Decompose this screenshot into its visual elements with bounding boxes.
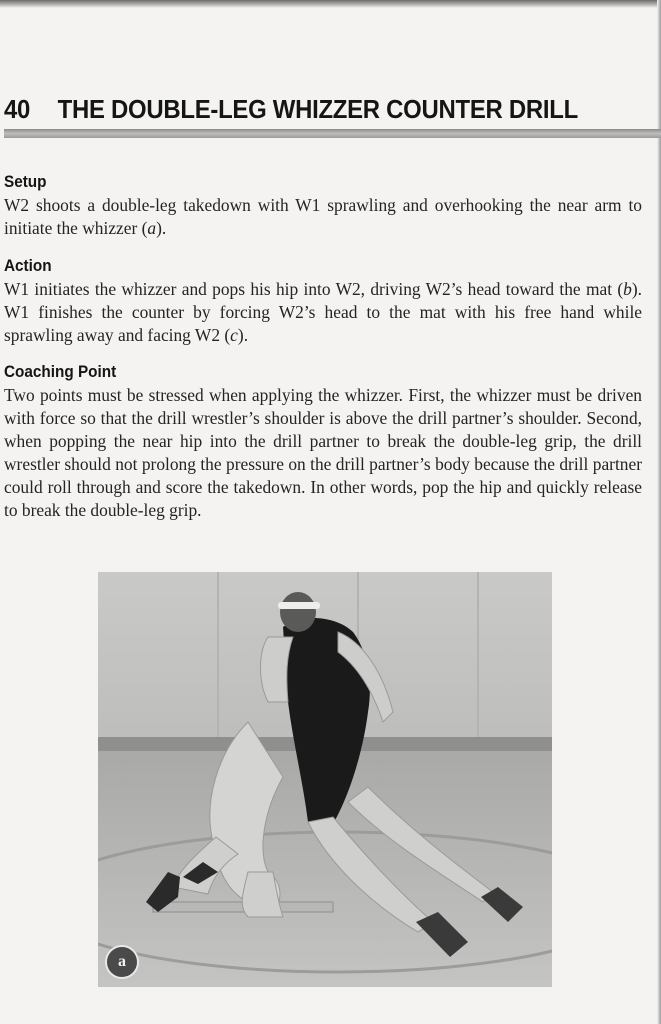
w1-headgear — [278, 602, 320, 609]
coaching-section — [4, 362, 642, 522]
setup-title: Setup — [4, 172, 47, 191]
action-section — [4, 256, 642, 347]
page-number: 40 — [4, 94, 31, 124]
setup-section — [4, 172, 642, 240]
coaching-text: Two points must be stressed when applying the whizzer. First, the whizzer must be driven with force so that the drill wrestler’s shoulder is above the drill partner’s shoulder. Second, when popping the near hip into the drill partner to break the double-leg grip, the drill wrestler should not prolong the pressure on the drill partner’s body because the drill partner could roll through and score the takedown. In other words, pop the hip and quickly release to break the double-leg grip. — [4, 385, 642, 520]
w1-head — [280, 592, 316, 632]
page-heading — [4, 94, 578, 125]
wrestlers-illustration — [98, 572, 552, 987]
wrestling-photo — [98, 572, 552, 987]
coaching-title: Coaching Point — [4, 362, 117, 381]
setup-text: W2 shoots a double-leg takedown with W1 sprawling and overhooking the near arm to initiate the whizzer (a). — [4, 195, 642, 238]
action-title: Action — [4, 256, 52, 275]
figure-ref-b: b — [623, 279, 632, 299]
scan-right-edge — [657, 0, 661, 1024]
action-text: W1 initiates the whizzer and pops his hip into W2, driving W2’s head toward the mat (b). W1 finishes the counter by forcing W2’s head to the mat with his free hand while sprawling away and facing W2 (c). — [4, 279, 642, 345]
figure-ref-c: c — [230, 325, 238, 345]
scan-top-edge — [0, 0, 661, 8]
figure-ref-a: a — [147, 218, 157, 238]
drill-title: THE DOUBLE-LEG WHIZZER COUNTER DRILL — [57, 94, 578, 124]
heading-rule — [4, 129, 661, 138]
figure-label-badge: a — [105, 945, 139, 979]
